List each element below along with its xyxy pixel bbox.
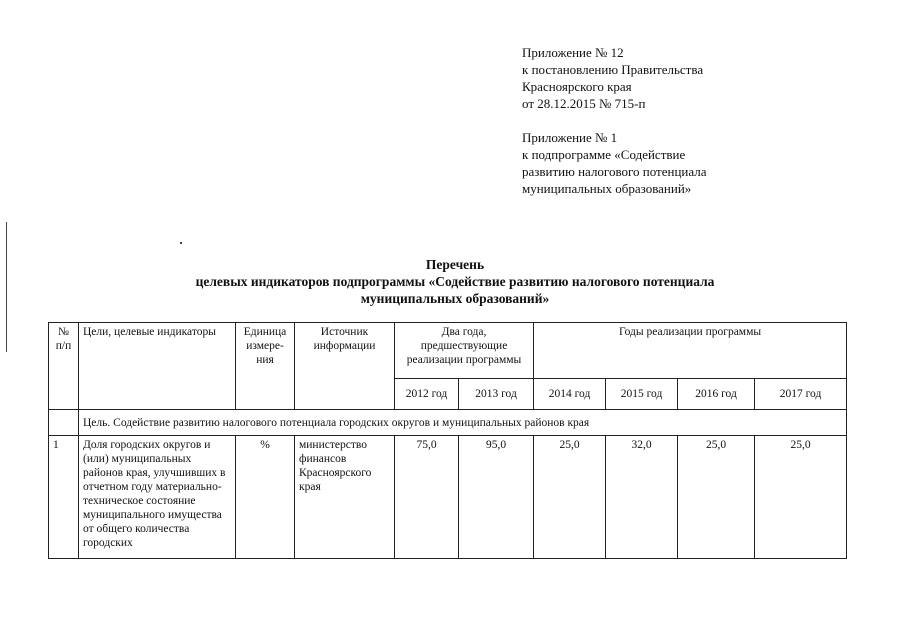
title-line: муниципальных образований» (360, 291, 550, 306)
row-indicator: Доля городских округов и (или) муниципальных районов края, улучшивших в отчетном году материально-техническое состояние муниципального имущества от общего количества городских (79, 436, 236, 559)
row-num: 1 (49, 436, 79, 559)
appendix-line: Красноярского края (522, 79, 632, 94)
year-header: 2015 год (606, 379, 678, 410)
indicators-table (48, 322, 847, 559)
header-source: Источник информации (295, 323, 395, 410)
scan-edge-mark (6, 222, 7, 352)
year-header: 2012 год (395, 379, 459, 410)
year-header: 2014 год (534, 379, 606, 410)
subappendix-line: к подпрограмме «Содействие (522, 147, 686, 162)
title-line: Перечень (425, 257, 485, 272)
row-source: министерство финансов Красноярского края (295, 436, 395, 559)
subappendix-line: Приложение № 1 (522, 130, 618, 145)
header-goals: Цели, целевые индикаторы (79, 323, 236, 410)
row-value: 75,0 (395, 436, 459, 559)
row-value: 32,0 (606, 436, 678, 559)
header-program-years: Годы реализации программы (534, 323, 847, 379)
goal-num-cell (49, 410, 79, 436)
appendix-block (522, 44, 707, 197)
spacer (522, 112, 707, 129)
document-title (100, 256, 810, 307)
row-value: 95,0 (459, 436, 534, 559)
subappendix-line: муниципальных образований» (522, 181, 692, 196)
year-header: 2016 год (678, 379, 755, 410)
row-unit: % (236, 436, 295, 559)
goal-text: Цель. Содействие развитию налогового потенциала городских округов и муниципальных районов края (79, 410, 847, 436)
appendix-line: к постановлению Правительства (522, 62, 704, 77)
row-value: 25,0 (678, 436, 755, 559)
appendix-line: от 28.12.2015 № 715-п (522, 96, 646, 111)
row-value: 25,0 (755, 436, 847, 559)
header-num: № п/п (49, 323, 79, 410)
title-line: целевых индикаторов подпрограммы «Содействие развитию налогового потенциала (195, 274, 715, 289)
scan-dot (180, 242, 182, 244)
header-unit: Единица измере-ния (236, 323, 295, 410)
goal-row (49, 410, 847, 436)
table-row (49, 436, 847, 559)
appendix-line: Приложение № 12 (522, 45, 624, 60)
row-value: 25,0 (534, 436, 606, 559)
subappendix-line: развитию налогового потенциала (522, 164, 707, 179)
header-prior-years: Два года, предшествующие реализации программы (395, 323, 534, 379)
year-header: 2017 год (755, 379, 847, 410)
year-header: 2013 год (459, 379, 534, 410)
header-row (49, 323, 847, 379)
